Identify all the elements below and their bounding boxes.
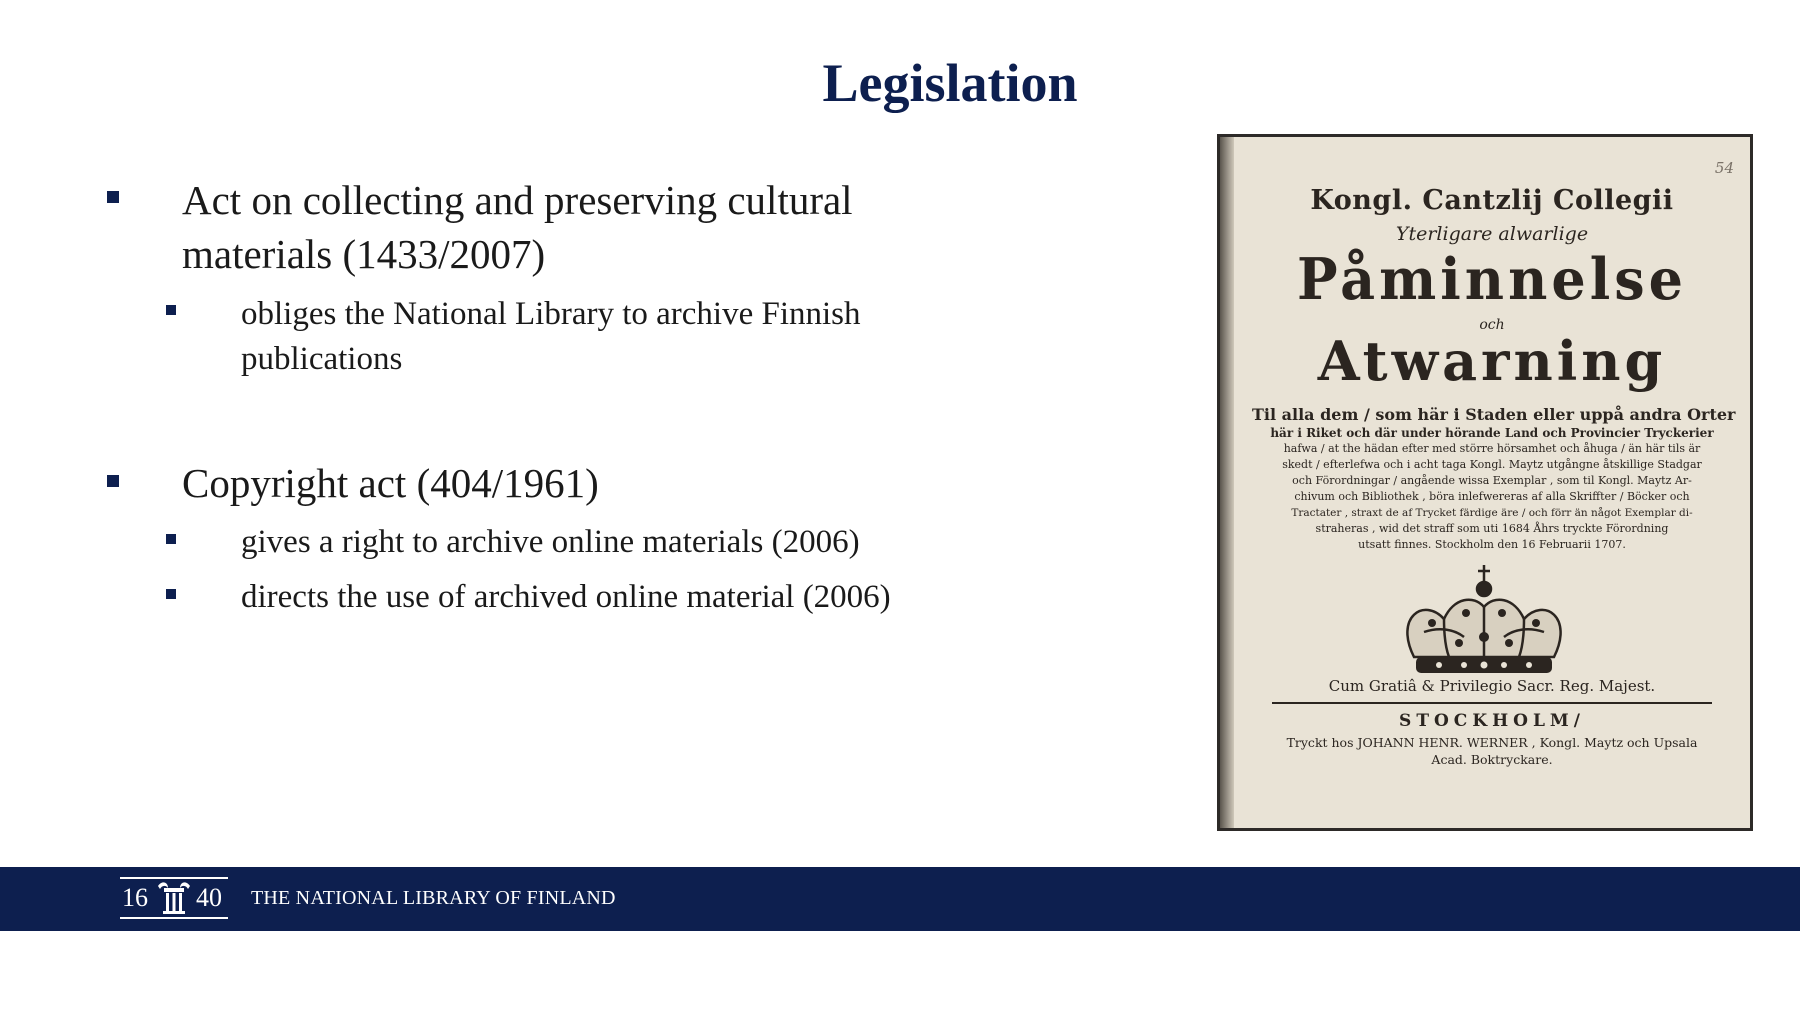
historical-decree-image [1217, 134, 1753, 831]
bullet-1-line-1: Act on collecting and preserving cultural [182, 177, 853, 223]
decree-body-line: chivum och Bibliothek , böra inlefwereras af alla Skriffter / Böcker och [1294, 490, 1690, 503]
decree-body [1252, 405, 1736, 553]
bullet-marker [107, 475, 119, 487]
imprint-rule [1272, 702, 1712, 704]
royal-crown-emblem [1384, 557, 1584, 687]
decree-body-line: här i Riket och där under hörande Land och Provincier Tryckerier [1270, 426, 1714, 440]
footer-band [0, 867, 1800, 931]
decree-heading-1: Påminnelse [1297, 245, 1687, 313]
library-logo [120, 877, 228, 919]
decree-header-line-2: Yterligare alwarlige [1395, 223, 1589, 245]
imprint-motto: Cum Gratiâ & Privilegio Sacr. Reg. Majest. [1328, 677, 1656, 695]
decree-page [1234, 137, 1750, 828]
imprint-printer-line-2: Acad. Boktryckare. [1431, 752, 1553, 767]
decree-body-line: Til alla dem / som här i Staden eller uppå andra Orter [1252, 405, 1736, 424]
sub-bullet-marker [166, 534, 176, 544]
imprint-printer-line-1: Tryckt hos JOHANN HENR. WERNER , Kongl. Maytz och Upsala [1286, 735, 1698, 750]
sub-bullet-2-1-line-1: gives a right to archive online materials (2006) [241, 524, 860, 560]
decree-heading-connector: och [1479, 317, 1505, 333]
decree-body-line: skedt / efterlefwa och i acht taga Kongl. Maytz utgångne åtskillige Stadgar [1282, 458, 1702, 471]
column-capital-icon [154, 880, 194, 916]
decree-body-line: hafwa / at the hädan efter med större hörsamhet och åhuga / än här tils är [1283, 442, 1701, 455]
bullet-2-line-1: Copyright act (404/1961) [182, 460, 599, 506]
logo-frame-top [120, 877, 228, 879]
decree-body-line: utsatt finnes. Stockholm den 16 Februarii 1707. [1358, 538, 1626, 551]
decree-body-line: Tractater , straxt de af Trycket färdige äre / och förr än något Exemplar di- [1291, 507, 1693, 519]
decree-header-line-1: Kongl. Cantzlij Collegii [1310, 185, 1674, 216]
sub-bullet-marker [166, 305, 176, 315]
bullet-1-line-2: materials (1433/2007) [182, 231, 546, 277]
sub-bullet-marker [166, 589, 176, 599]
sub-bullet-1-1-line-2: publications [241, 341, 403, 377]
decree-heading-2: Atwarning [1317, 329, 1667, 393]
footer-org-name: THE NATIONAL LIBRARY OF FINLAND [251, 887, 616, 909]
sub-bullet-1-1-line-1: obliges the National Library to archive Finnish [241, 296, 861, 332]
logo-year-left: 16 [122, 883, 148, 912]
page-number: 54 [1714, 159, 1734, 177]
decree-body-line: och Förordningar / angående wissa Exemplar , som til Kongl. Maytz Ar- [1292, 474, 1692, 487]
logo-frame-bottom [120, 917, 228, 919]
decree-body-line: straheras , wid det straff som uti 1684 Åhrs tryckte Förordning [1315, 522, 1669, 535]
page-binding-edge [1220, 137, 1234, 828]
logo-year-right: 40 [196, 883, 222, 912]
sub-bullet-2-2-line-1: directs the use of archived online material (2006) [241, 579, 891, 615]
bullet-marker [107, 191, 119, 203]
slide-title: Legislation [822, 53, 1078, 113]
imprint-city: STOCKHOLM/ [1399, 711, 1585, 731]
